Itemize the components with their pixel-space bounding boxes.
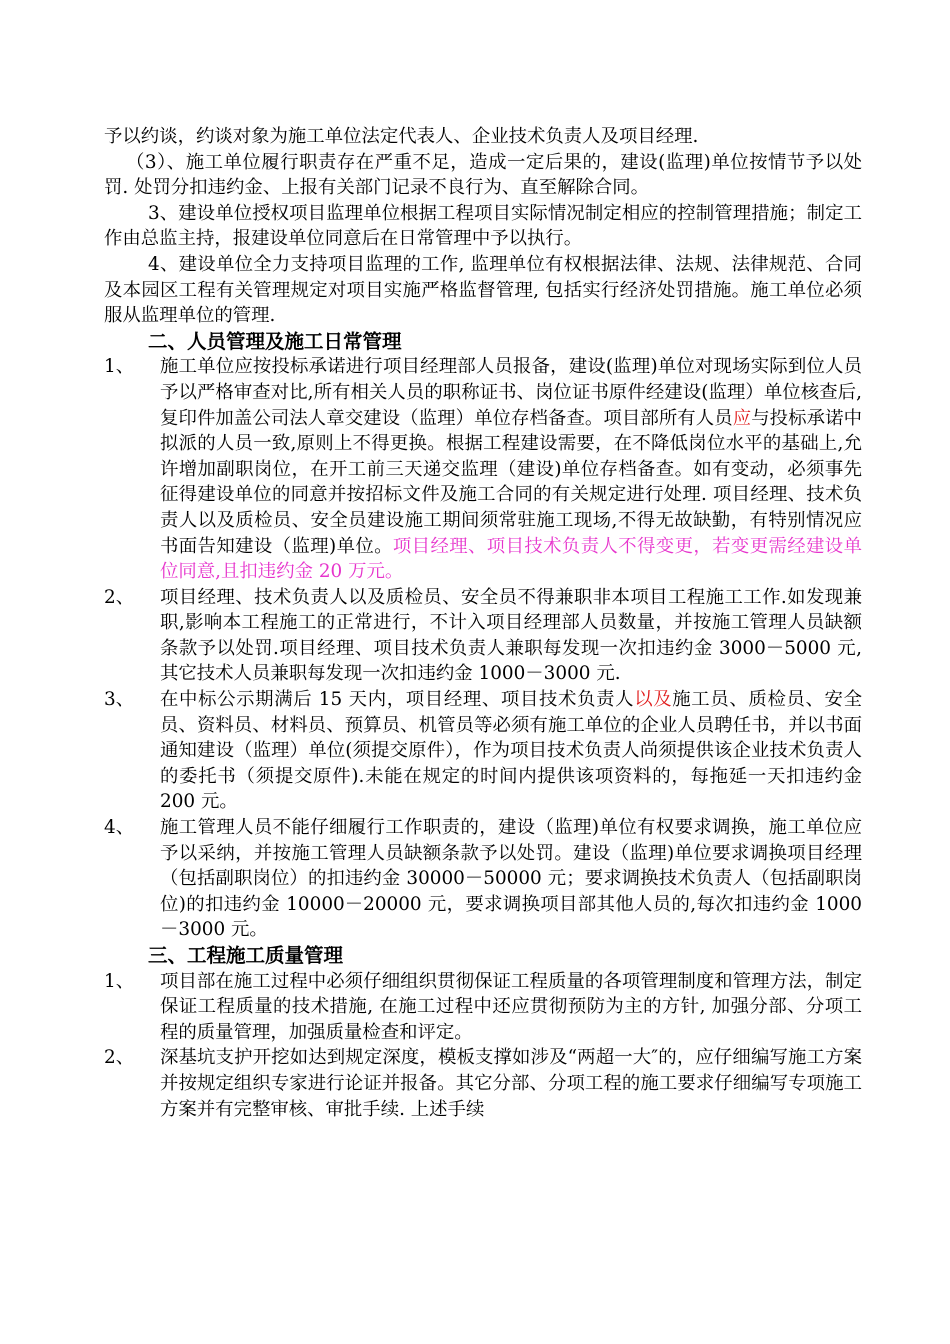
list-text: 项目部在施工过程中必须仔细组织贯彻保证工程质量的各项管理制度和管理方法，制定保证工程质量的技术措施, 在施工过程中还应贯彻预防为主的方针, 加强分部、分项工程的质量管理，加强质量检查和评定。: [160, 970, 862, 1043]
list-text: 项目经理、技术负责人以及质检员、安全员不得兼职非本项目工程施工工作.如发现兼职,影响本工程施工的正常进行，不计入项目经理部人员数量，并按施工管理人员缺额条款予以处罚.项目经理、项目技术负责人兼职每发现一次扣违约金 3000－5000 元,其它技术人员兼职每发现一次扣违约金 1000－3000 元.: [160, 586, 862, 685]
list-number: 4、: [104, 817, 135, 839]
paragraph-control-measures: 3、建设单位授权项目监理单位根据工程项目实际情况制定相应的控制管理措施；制定工作由总监主持，报建设单位同意后在日常管理中予以执行。: [104, 202, 862, 250]
list-text-part: 在中标公示期满后 15 天内，项目经理、项目技术负责人: [160, 689, 635, 711]
highlight-red-text: 应: [732, 407, 752, 429]
list-text-part: 与投标承诺中拟派的人员一致,原则上不得更换。根据工程建设需要，在不降低岗位水平的基础上,允许增加副职岗位，在开工前三天递交监理（建设)单位存档备查。如有变动，必须事先征得建设单位的同意并按招标文件及施工合同的有关规定进行处理. 项目经理、技术负责人以及质检员、安全员建设施工期间须常驻施工现场,不得无故缺勤，有特别情况应书面告知建设（监理)单位。: [160, 407, 862, 557]
highlight-red-text: 以及: [634, 689, 673, 711]
document-page: [104, 124, 862, 1122]
paragraph-supervision-support: 4、建设单位全力支持项目监理的工作, 监理单位有权根据法律、法规、法律规范、合同及本园区工程有关管理规定对项目实施严格监督管理, 包括实行经济处罚措施。施工单位必须服从监理单位的管理.: [104, 253, 862, 327]
section-heading-personnel: 二、人员管理及施工日常管理: [148, 329, 402, 353]
list-text-part: 施工单位应按投标承诺进行项目经理部人员报备，建设(监理)单位对现场实际到位人员予以严格审查对比,所有相关人员的职称证书、岗位证书原件经建设(监理）单位核查后,复印件加盖公司法人章交建设（监理）单位存档备查。项目部所有人员: [160, 356, 862, 429]
list-item: [104, 354, 862, 584]
list-text: 深基坑支护开挖如达到规定深度，模板支撑如涉及“两超一大″的，应仔细编写施工方案并按规定组织专家进行论证并报备。其它分部、分项工程的施工要求仔细编写专项施工方案并有完整审核、审批手续. 上述手续: [160, 1047, 862, 1120]
list-item: [104, 1045, 862, 1122]
list-text-part: 施工员、质检员、安全员、资料员、材料员、预算员、机管员等必须有施工单位的企业人员聘任书，并以书面通知建设（监理）单位(须提交原件），作为项目技术负责人尚须提供该企业技术负责人的委托书（须提交原件).未能在规定的时间内提供该项资料的，每拖延一天扣违约金 200 元。: [160, 689, 862, 813]
list-number: 1、: [104, 970, 135, 992]
list-text: [160, 354, 862, 584]
list-number: 1、: [104, 356, 135, 378]
section-heading-quality: 三、工程施工质量管理: [148, 944, 344, 967]
list-number: 2、: [104, 586, 135, 608]
list-item: [104, 687, 862, 815]
paragraph-interview: 予以约谈，约谈对象为施工单位法定代表人、企业技术负责人及项目经理.: [104, 126, 699, 147]
list-number: 2、: [104, 1047, 135, 1069]
list-item: [104, 969, 862, 1046]
list-item: [104, 585, 862, 687]
list-number: 3、: [104, 689, 135, 711]
highlight-pink-text: 项目经理、项目技术负责人不得变更，若变更需经建设单位同意,且扣违约金 20 万元。: [160, 535, 862, 583]
list-text: [160, 687, 862, 815]
list-text: 施工管理人员不能仔细履行工作职责的，建设（监理)单位有权要求调换，施工单位应予以采纳，并按施工管理人员缺额条款予以处罚。建设（监理)单位要求调换项目经理（包括副职岗位）的扣违约金 30000－50000 元；要求调换技术负责人（包括副职岗位)的扣违约金 10000－20000 元，要求调换项目部其他人员的,每次扣违约金 1000－3000 元。: [160, 817, 862, 941]
paragraph-penalty: （3）、施工单位履行职责存在严重不足，造成一定后果的，建设(监理)单位按情节予以处罚. 处罚分扣违约金、上报有关部门记录不良行为、直至解除合同。: [104, 151, 862, 199]
list-item: [104, 815, 862, 943]
